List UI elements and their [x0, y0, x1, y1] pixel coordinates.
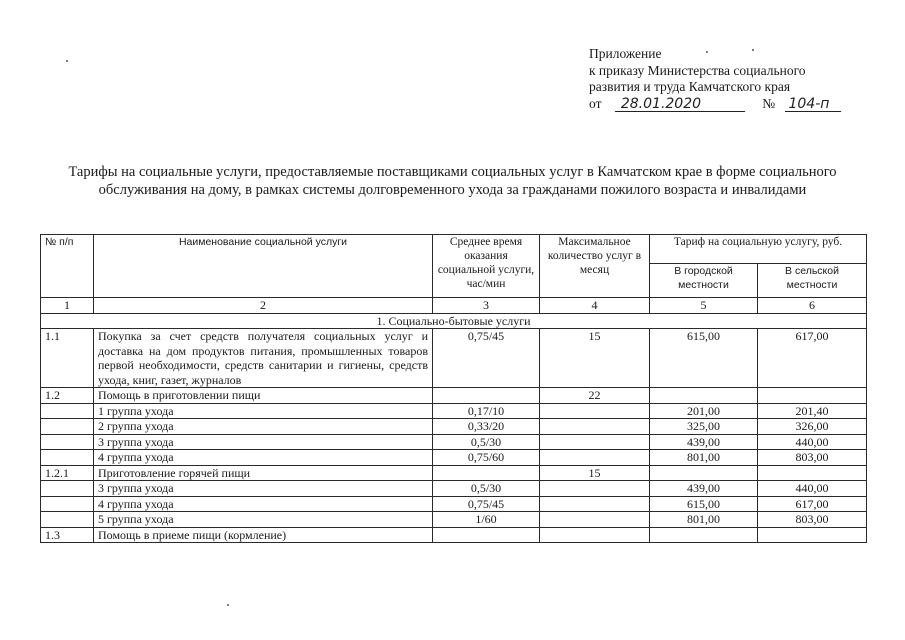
- row-time: 0,75/60: [433, 450, 540, 466]
- row-urban: [650, 465, 758, 481]
- header-rural: В сельской местности: [758, 264, 867, 298]
- col-number: 1: [41, 298, 94, 314]
- scan-speck: [227, 604, 229, 606]
- row-urban: 615,00: [650, 329, 758, 388]
- row-urban: [650, 527, 758, 543]
- number-label: №: [762, 95, 776, 111]
- row-max: [540, 450, 650, 466]
- row-time: 0,75/45: [433, 329, 540, 388]
- col-number: 2: [94, 298, 433, 314]
- row-rural: [758, 388, 867, 404]
- row-urban: 201,00: [650, 403, 758, 419]
- row-time: [433, 388, 540, 404]
- row-name: 3 группа ухода: [94, 481, 433, 497]
- row-num: [41, 481, 94, 497]
- row-name: Помощь в приеме пищи (кормление): [94, 527, 433, 543]
- appendix-block: [589, 46, 841, 114]
- row-time: 0,17/10: [433, 403, 540, 419]
- row-num: 1.1: [41, 329, 94, 388]
- row-rural: 326,00: [758, 419, 867, 435]
- col-number: 3: [433, 298, 540, 314]
- section-title: 1. Социально-бытовые услуги: [41, 313, 867, 329]
- row-num: [41, 512, 94, 528]
- row-urban: 439,00: [650, 434, 758, 450]
- table-row: [41, 434, 867, 450]
- row-urban: 801,00: [650, 512, 758, 528]
- row-rural: 617,00: [758, 329, 867, 388]
- row-rural: [758, 527, 867, 543]
- row-num: [41, 434, 94, 450]
- row-num: [41, 403, 94, 419]
- row-time: 0,75/45: [433, 496, 540, 512]
- header-urban: В городской местности: [650, 264, 758, 298]
- row-time: [433, 527, 540, 543]
- row-num: [41, 496, 94, 512]
- row-urban: 439,00: [650, 481, 758, 497]
- row-num: [41, 419, 94, 435]
- row-max: 22: [540, 388, 650, 404]
- row-name: Приготовление горячей пищи: [94, 465, 433, 481]
- row-time: 0,5/30: [433, 434, 540, 450]
- row-name: 5 группа ухода: [94, 512, 433, 528]
- row-time: 1/60: [433, 512, 540, 528]
- row-time: [433, 465, 540, 481]
- row-max: [540, 527, 650, 543]
- row-max: [540, 481, 650, 497]
- row-urban: 615,00: [650, 496, 758, 512]
- handwritten-date: 28.01.2020: [615, 97, 745, 112]
- table-row: [41, 527, 867, 543]
- row-rural: 617,00: [758, 496, 867, 512]
- row-name: 1 группа ухода: [94, 403, 433, 419]
- appendix-line2: к приказу Министерства социального: [589, 62, 806, 78]
- row-urban: 325,00: [650, 419, 758, 435]
- table-row: [41, 496, 867, 512]
- row-name: 4 группа ухода: [94, 496, 433, 512]
- appendix-line3: развития и труда Камчатского края: [589, 79, 791, 94]
- col-number: 4: [540, 298, 650, 314]
- table-row: [41, 403, 867, 419]
- row-max: [540, 419, 650, 435]
- row-rural: [758, 465, 867, 481]
- table-row: [41, 481, 867, 497]
- scan-speck: [66, 60, 68, 62]
- row-num: [41, 450, 94, 466]
- row-time: 0,5/30: [433, 481, 540, 497]
- row-rural: 803,00: [758, 450, 867, 466]
- row-max: [540, 512, 650, 528]
- row-time: 0,33/20: [433, 419, 540, 435]
- handwritten-number: 104-п: [785, 97, 841, 112]
- header-num: № п/п: [41, 235, 94, 298]
- row-name: 2 группа ухода: [94, 419, 433, 435]
- row-urban: 801,00: [650, 450, 758, 466]
- table-row: [41, 329, 867, 388]
- row-rural: 440,00: [758, 434, 867, 450]
- row-urban: [650, 388, 758, 404]
- header-max: Максимальное количество услуг в месяц: [540, 235, 650, 298]
- tariffs-table: [40, 234, 867, 543]
- row-max: 15: [540, 329, 650, 388]
- row-rural: 201,40: [758, 403, 867, 419]
- table-row: [41, 419, 867, 435]
- header-time: Среднее время оказания социальной услуги, час/мин: [433, 235, 540, 298]
- row-num: 1.2.1: [41, 465, 94, 481]
- row-name: Покупка за счет средств получателя социальных услуг и доставка на дом продуктов питания, промышленных товаров первой необходимости, средств санитарии и гигиены, средств ухода, книг, газет, журналов: [94, 329, 433, 388]
- row-name: Помощь в приготовлении пищи: [94, 388, 433, 404]
- row-max: 15: [540, 465, 650, 481]
- appendix-date-row: [589, 96, 841, 114]
- table-row: [41, 465, 867, 481]
- table-row: [41, 450, 867, 466]
- row-num: 1.2: [41, 388, 94, 404]
- header-name: Наименование социальной услуги: [94, 235, 433, 298]
- row-max: [540, 434, 650, 450]
- row-max: [540, 403, 650, 419]
- row-max: [540, 496, 650, 512]
- col-number: 5: [650, 298, 758, 314]
- row-name: 3 группа ухода: [94, 434, 433, 450]
- row-name: 4 группа ухода: [94, 450, 433, 466]
- document-title: Тарифы на социальные услуги, предоставляемые поставщиками социальных услуг в Камчатском крае в форме социального обслуживания на дому, в рамках системы долговременного ухода за гражданами пожилого возраста и инвалидами: [68, 164, 837, 198]
- appendix-line1: Приложение: [589, 46, 662, 61]
- from-label: от: [589, 95, 602, 111]
- row-rural: 440,00: [758, 481, 867, 497]
- col-number: 6: [758, 298, 867, 314]
- table-row: [41, 388, 867, 404]
- row-rural: 803,00: [758, 512, 867, 528]
- table-row: [41, 512, 867, 528]
- row-num: 1.3: [41, 527, 94, 543]
- header-tariff: Тариф на социальную услугу, руб.: [650, 235, 867, 264]
